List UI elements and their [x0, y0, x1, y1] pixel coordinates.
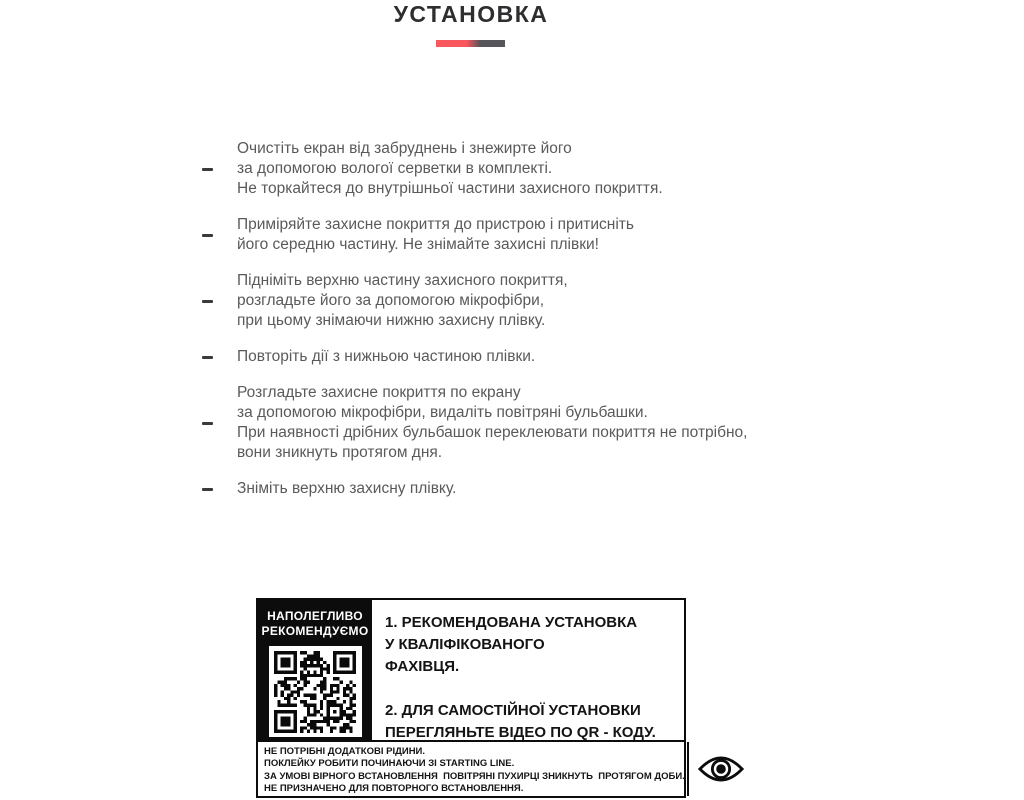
recommendation-item [385, 612, 674, 678]
recommendation-text [385, 612, 674, 678]
recommendation-text-line: У КВАЛІФІКОВАНОГО [385, 636, 545, 653]
qr-code [274, 651, 356, 733]
badge-line-2: РЕКОМЕНДУЄМО [261, 624, 369, 638]
strongly-recommended-badge [262, 609, 369, 639]
dash-bullet [202, 234, 237, 237]
recommendation-box-top-row [258, 600, 684, 740]
page-title: УСТАНОВКА [393, 1, 549, 27]
instruction-text-line: При наявності дрібних бульбашок переклеювати покриття не потрібно, [237, 424, 748, 441]
instruction-text [237, 347, 535, 367]
instruction-item [202, 215, 882, 255]
instruction-text-line: за допомогою мікрофібри, видаліть повітряні бульбашки. [237, 404, 648, 421]
instruction-text-line: вони зникнуть протягом дня. [237, 444, 443, 461]
dash-bullet [202, 422, 237, 425]
instruction-list [202, 139, 882, 515]
instruction-item [202, 347, 882, 367]
recommendation-items [372, 600, 684, 740]
instruction-item [202, 383, 882, 463]
recommendation-text-line: ФАХІВЦЯ. [385, 658, 460, 675]
instruction-text-line: Очистіть екран від забруднень і знежирте його [237, 140, 572, 157]
instruction-text [237, 139, 663, 199]
title-divider [436, 40, 505, 47]
recommendation-box-bottom-row [258, 740, 684, 796]
instruction-text-line: при цьому знімаючи нижню захисну плівку. [237, 312, 546, 329]
qr-panel [258, 600, 372, 740]
instruction-text-line: Розгладьте захисне покриття по екрану [237, 384, 521, 401]
dash-bullet [202, 168, 237, 171]
instruction-text [237, 383, 748, 463]
footnote-line: НЕ ПОТРІБНІ ДОДАТКОВІ РІДИНИ. [264, 745, 426, 757]
recommendation-text [385, 700, 674, 744]
dash-bullet [202, 488, 237, 491]
dash-bullet [202, 356, 237, 359]
badge-line-1: НАПОЛЕГЛИВО [267, 609, 363, 623]
instruction-item [202, 139, 882, 199]
footnote-line: ПОКЛЕЙКУ РОБИТИ ПОЧИНАЮЧИ ЗІ STARTING LINE. [264, 758, 515, 770]
instruction-text-line: розгладьте його за допомогою мікрофібри, [237, 292, 545, 309]
footnote-line: НЕ ПРИЗНАЧЕНО ДЛЯ ПОВТОРНОГО ВСТАНОВЛЕННЯ. [264, 783, 524, 795]
instruction-text [237, 271, 568, 331]
qr-code-panel [269, 646, 362, 737]
instruction-text-line: Не торкайтеся до внутрішньої частини захисного покриття. [237, 180, 663, 197]
instruction-text [237, 479, 456, 499]
instruction-text-line: за допомогою вологої серветки в комплекті. [237, 160, 553, 177]
eye-icon [698, 753, 744, 785]
recommendation-text-line: 1. РЕКОМЕНДОВАНА УСТАНОВКА [385, 614, 638, 631]
eye-cell [687, 742, 753, 796]
recommendation-item [385, 700, 674, 744]
dash-bullet [202, 300, 237, 303]
footnotes [258, 742, 687, 796]
instruction-item [202, 271, 882, 331]
instruction-text-line: Повторіть дії з нижньою частиною плівки. [237, 348, 536, 365]
recommendation-box [256, 598, 686, 798]
instruction-text [237, 215, 634, 255]
instruction-item [202, 479, 882, 499]
instruction-text-line: його середню частину. Не знімайте захисні плівки! [237, 236, 599, 253]
instruction-text-line: Приміряйте захисне покриття до пристрою і притисніть [237, 216, 634, 233]
instruction-text-line: Зніміть верхню захисну плівку. [237, 480, 457, 497]
recommendation-text-line: ПЕРЕГЛЯНЬТЕ ВІДЕО ПО QR - КОДУ. [385, 724, 656, 741]
footnote-line: ЗА УМОВІ ВІРНОГО ВСТАНОВЛЕННЯ ПОВІТРЯНІ ПУХИРЦІ ЗНИКНУТЬ ПРОТЯГОМ ДОБИ. [264, 770, 685, 782]
instruction-text-line: Підніміть верхню частину захисного покриття, [237, 272, 568, 289]
recommendation-text-line: 2. ДЛЯ САМОСТІЙНОЇ УСТАНОВКИ [385, 702, 641, 719]
